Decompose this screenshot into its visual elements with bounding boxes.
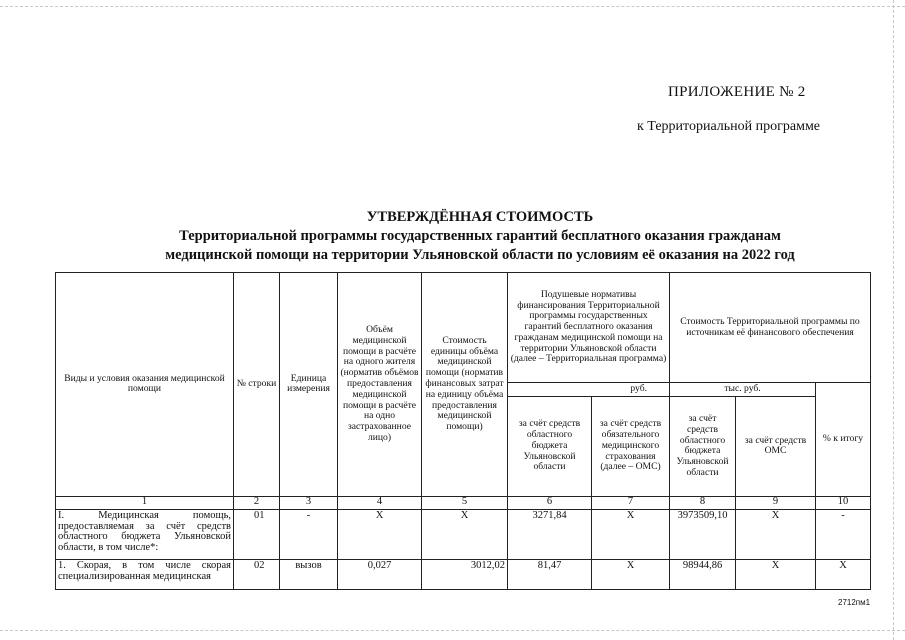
column-number: 8 (670, 496, 736, 509)
column-number: 3 (280, 496, 338, 509)
header-col-3: Единица измерения (280, 273, 338, 497)
row-cost-budget: 3973509,10 (670, 509, 736, 559)
header-col-1: Виды и условия оказания медицинской помощи (56, 273, 234, 497)
column-number: 10 (816, 496, 871, 509)
header-col-6: за счёт средств областного бюджета Ульяновской области (508, 396, 592, 496)
row-cost-oms: X (736, 559, 816, 589)
header-unit-rub: руб. (508, 383, 670, 397)
row-cost-budget: 98944,86 (670, 559, 736, 589)
table-row (56, 509, 871, 559)
appendix-number: ПРИЛОЖЕНИЕ № 2 (668, 84, 806, 100)
row-unit-cost: X (422, 509, 508, 559)
row-percapita-budget: 81,47 (508, 559, 592, 589)
page-edge-right (893, 0, 895, 640)
row-line-number: 01 (234, 509, 280, 559)
column-number: 9 (736, 496, 816, 509)
column-number: 5 (422, 496, 508, 509)
header-group-cost: Стоимость Территориальной программы по источникам её финансового обеспечения (670, 273, 871, 383)
row-percent: - (816, 509, 871, 559)
row-percapita-oms: X (592, 509, 670, 559)
column-number: 1 (56, 496, 234, 509)
row-unit: - (280, 509, 338, 559)
appendix-subtitle: к Территориальной программе (637, 119, 821, 134)
document-title (100, 208, 860, 265)
page-edge-top (0, 6, 905, 8)
row-percapita-budget: 3271,84 (508, 509, 592, 559)
title-line-1: УТВЕРЖДЁННАЯ СТОИМОСТЬ (366, 209, 594, 225)
header-unit-thousand: тыс. руб. (670, 383, 816, 397)
header-col-8: за счёт средств областного бюджета Ульяновской области (670, 396, 736, 496)
table-header-row-1 (56, 273, 871, 383)
row-unit: вызов (280, 559, 338, 589)
header-group-percapita: Подушевые нормативы финансирования Территориальной программы государственных гарантий бесплатного оказания гражданам медицинской помощи на территории Ульяновской области (далее – Территориальная программа) (508, 273, 670, 383)
row-unit-cost: 3012,02 (422, 559, 508, 589)
column-number: 6 (508, 496, 592, 509)
page-code: 2712пм1 (838, 598, 871, 607)
header-col-9: за счёт средств ОМС (736, 396, 816, 496)
row-volume: 0,027 (338, 559, 422, 589)
cost-table (55, 272, 871, 590)
header-col-10: % к итогу (816, 383, 871, 497)
row-volume: X (338, 509, 422, 559)
header-col-5: Стоимость единицы объёма медицинской помощи (норматив финансовых затрат на единицу объёма предоставления медицинской помощи) (422, 273, 508, 497)
column-number: 2 (234, 496, 280, 509)
row-line-number: 02 (234, 559, 280, 589)
row-name: 1. Скорая, в том числе скорая специализированная медицинская (56, 559, 234, 589)
row-percent: X (816, 559, 871, 589)
row-name: I. Медицинская помощь, предоставляемая за счёт средств областного бюджета Ульяновской области, в том числе*: (56, 509, 234, 559)
table-row (56, 559, 871, 589)
header-col-2: № строки (234, 273, 280, 497)
column-number-row (56, 496, 871, 509)
header-col-4: Объём медицинской помощи в расчёте на одного жителя (норматив объёмов предоставления медицинской помощи в расчёте на одно застрахованное лицо) (338, 273, 422, 497)
page-edge-bottom (0, 630, 905, 632)
title-line-3: медицинской помощи на территории Ульяновской области по условиям её оказания на 2022 год (165, 247, 795, 263)
title-line-2: Территориальной программы государственных гарантий бесплатного оказания гражданам (179, 228, 781, 244)
header-col-7: за счёт средств обязательного медицинского страхования (далее – ОМС) (592, 396, 670, 496)
row-percapita-oms: X (592, 559, 670, 589)
column-number: 7 (592, 496, 670, 509)
row-cost-oms: X (736, 509, 816, 559)
column-number: 4 (338, 496, 422, 509)
